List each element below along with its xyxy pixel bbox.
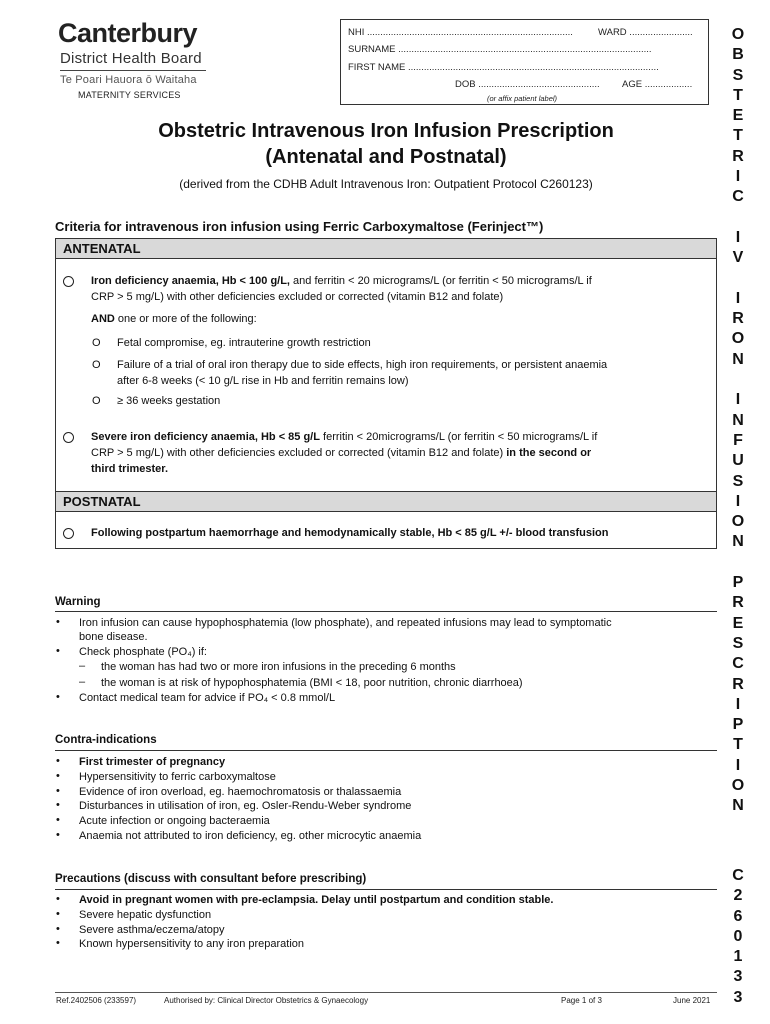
contra-rule [55,750,717,751]
side-letter: S [732,472,744,490]
criteria-heading: Criteria for intravenous iron infusion using Ferric Carboxymaltose (Ferinject™) [55,219,544,234]
dash: – [79,676,86,688]
subitem-gestation: ≥ 36 weeks gestation [117,395,221,407]
and-bold: AND [91,313,115,325]
side-letter: I [735,695,741,713]
warning-item-cont: bone disease. [79,631,148,643]
side-letter [725,553,751,573]
side-letter: N [732,411,744,429]
side-letter: B [732,46,744,64]
list-item: Acute infection or ongoing bacteraemia [79,815,270,828]
side-letter: R [732,147,744,165]
side-letter: O [731,776,745,794]
patient-label-note: (or affix patient label) [487,94,558,103]
postnatal-option-radio[interactable] [63,528,74,539]
side-letter: O [731,513,745,531]
logo-maori-name: Te Poari Hauora ō Waitaha [60,74,197,86]
side-letter: I [735,492,741,510]
side-letter: T [733,736,743,754]
footer-ref: Ref.2402506 (233597) [56,996,137,1005]
bullet: • [56,616,60,628]
side-title [725,25,751,817]
warning-item: Iron infusion can cause hypophosphatemia (low phosphate), and repeated infusions may lead to symptomatic [79,617,612,629]
bullet: • [56,814,60,827]
option2-rest: ferritin < 20micrograms/L (or ferritin < 50 micrograms/L if [319,431,598,443]
postnatal-header: POSTNATAL [56,492,716,511]
side-letter: C [732,655,744,673]
antenatal-divider [56,258,716,259]
dash: – [79,660,86,672]
side-letter: O [731,330,745,348]
option1-rest: and ferritin < 20 micrograms/L (or ferritin < 50 micrograms/L if [290,275,592,287]
side-letter: F [733,431,743,449]
antenatal-option1-radio[interactable] [63,276,74,287]
side-letter: V [732,249,744,267]
page-title: Obstetric Intravenous Iron Infusion Prescription [158,120,614,142]
side-letter: 2 [733,887,743,905]
dob-field[interactable]: DOB .............................................. [455,79,600,90]
side-letter: N [732,533,744,551]
list-item: Evidence of iron overload, eg. haemochromatosis or thalassaemia [79,785,402,798]
side-letter: I [735,391,741,409]
and-statement [91,311,257,327]
subitem-oral-iron: Failure of a trial of oral iron therapy due to side effects, high iron requirements, or persistent anaemia [117,359,608,371]
side-letter: E [732,107,744,125]
bullet: • [56,893,60,905]
side-letter: N [732,797,744,815]
side-letter: E [732,614,744,632]
first-name-field[interactable]: FIRST NAME ............................................................................................... [348,62,659,73]
option2-bold: Severe iron deficiency anaemia, Hb < 85 g/L [91,431,320,443]
postnatal-divider [56,511,716,512]
side-letter: I [735,228,741,246]
side-letter: C [732,188,744,206]
postnatal-option-text: Following postpartum haemorrhage and hemodynamically stable, Hb < 85 g/L +/- blood transfusion [91,527,609,539]
side-letter: R [732,675,744,693]
side-letter: I [735,168,741,186]
side-code [725,866,751,1008]
antenatal-header: ANTENATAL [56,239,716,258]
option2-line3: third trimester. [91,463,169,475]
side-letter: 0 [733,927,743,945]
list-item: Disturbances in utilisation of iron, eg. Osler-Rendu-Weber syndrome [79,800,412,813]
bullet: • [56,755,60,767]
bullet: • [56,645,60,657]
logo-name: Canterbury [58,18,198,48]
subitem-marker: O [92,359,101,371]
and-rest: one or more of the following: [114,313,257,325]
bullet: • [56,799,60,812]
side-letter: S [732,66,744,84]
side-letter: N [732,350,744,368]
list-item: Severe asthma/eczema/atopy [79,923,225,936]
option2-line2a: CRP > 5 mg/L) with other deficiencies excluded or corrected (vitamin B12 and folate) [91,447,507,459]
side-letter [725,370,751,390]
warning-subitem: the woman has had two or more iron infusions in the preceding 6 months [101,661,456,673]
side-letter: P [732,574,744,592]
page-title-sub: (Antenatal and Postnatal) [265,146,507,168]
warning-item: Contact medical team for advice if PO₄ < 0.8 mmol/L [79,692,336,704]
side-letter: I [735,289,741,307]
side-letter: T [733,127,743,145]
bullet: • [56,937,60,950]
side-letter: R [732,310,744,328]
subitem-fetal: Fetal compromise, eg. intrauterine growth restriction [117,337,371,349]
footer-date: June 2021 [673,996,711,1005]
precautions-rule [55,889,717,890]
antenatal-option2-radio[interactable] [63,432,74,443]
bullet: • [56,769,60,782]
warning-subitem: the woman is at risk of hypophosphatemia (BMI < 18, poor nutrition, chronic diarrhoea) [101,677,523,689]
footer-rule [55,992,717,993]
bullet: • [56,907,60,920]
side-letter: T [733,86,743,104]
side-letter: U [732,452,744,470]
subitem-marker: O [92,337,101,349]
side-letter: 1 [733,948,743,966]
subitem-marker: O [92,395,101,407]
bullet: • [56,922,60,935]
side-letter: S [732,634,744,652]
footer-page: Page 1 of 3 [561,996,602,1005]
bullet: • [56,784,60,797]
option1-line2: CRP > 5 mg/L) with other deficiencies excluded or corrected (vitamin B12 and folate) [91,291,504,303]
ward-field[interactable]: WARD ........................ [598,27,693,38]
warning-rule [55,611,717,612]
page-subtitle: (derived from the CDHB Adult Intravenous Iron: Outpatient Protocol C260123) [179,177,593,191]
side-letter: C [732,867,744,884]
list-item: Known hypersensitivity to any iron preparation [79,938,305,951]
footer-authorised: Authorised by: Clinical Director Obstetrics & Gynaecology [164,996,369,1005]
list-item: Anaemia not attributed to iron deficiency, eg. other microcytic anaemia [79,830,422,842]
warning-item: Check phosphate (PO₄) if: [79,646,207,658]
side-letter: 3 [733,968,743,986]
side-letter: 3 [733,988,743,1006]
list-item: Severe hepatic dysfunction [79,908,212,921]
list-item: First trimester of pregnancy [79,756,226,768]
side-letter: O [731,26,745,43]
side-letter: I [735,756,741,774]
logo-divider [60,70,206,71]
nhi-field[interactable]: NHI .............................................................................. [348,27,573,38]
logo-board: District Health Board [60,50,202,67]
warning-title: Warning [55,596,101,608]
list-item: Avoid in pregnant women with pre-eclampsia. Delay until postpartum and condition stable. [79,894,554,906]
age-field[interactable]: AGE .................. [622,79,693,90]
contra-title: Contra-indications [55,734,157,746]
option2-line2b: in the second or [506,447,592,459]
side-letter [725,208,751,228]
subitem-oral-iron-line2: after 6-8 weeks (< 10 g/L rise in Hb and ferritin remains low) [117,375,409,387]
department-label: MATERNITY SERVICES [78,90,181,100]
surname-field[interactable]: SURNAME ................................................................................................ [348,44,652,55]
bullet: • [56,829,60,841]
side-letter [725,269,751,289]
side-letter: P [732,716,744,734]
side-letter: 6 [733,907,743,925]
antenatal-option1-text [91,273,701,305]
precautions-title: Precautions (discuss with consultant before prescribing) [55,873,367,885]
patient-label-box [340,19,709,105]
antenatal-option2-text [91,429,701,477]
list-item: Hypersensitivity to ferric carboxymaltose [79,770,276,783]
side-letter: R [732,594,744,612]
option1-bold: Iron deficiency anaemia, Hb < 100 g/L, [91,275,290,287]
bullet: • [56,691,60,703]
